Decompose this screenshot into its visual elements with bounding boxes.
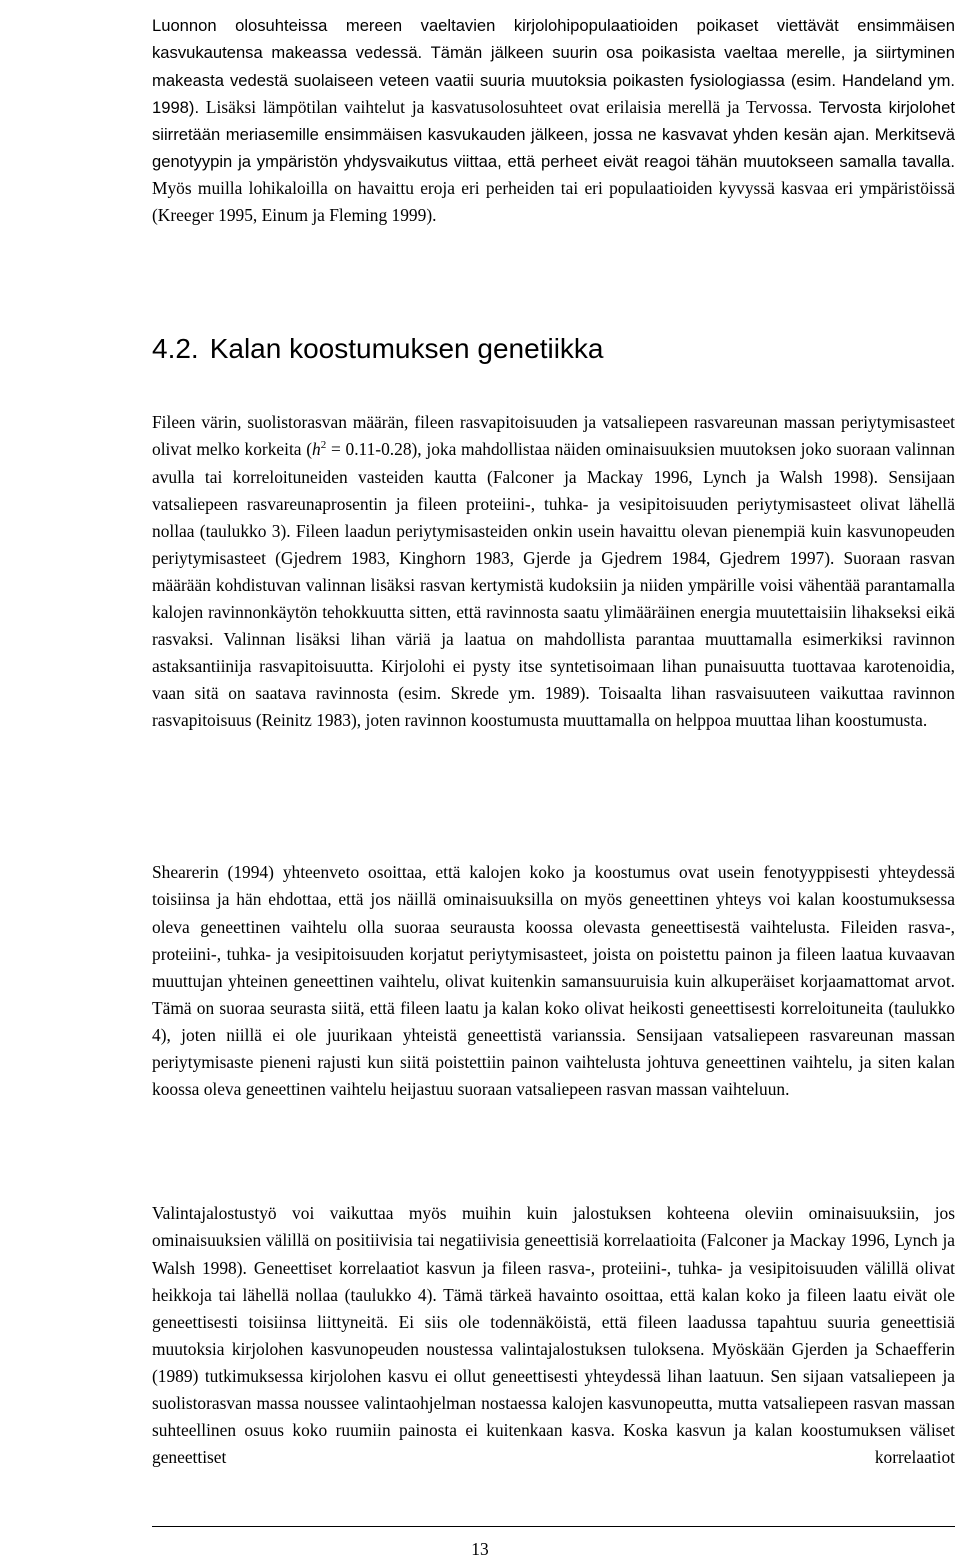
paragraph-selection: Valintajalostustyö voi vaikuttaa myös muihin kuin jalostuksen kohteena oleviin ominaisuuksiin, jos ominaisuuksien välillä on positiivisia tai negatiivisia geneettisiä korrelaatioita (Falconer ja Mackay 1996, Lynch ja Walsh 1998). Geneettiset korrelaatiot kasvun ja fileen rasva-, proteiini-, tuhka- ja vesipitoisuuden välillä olivat heikkoja tai lähellä nollaa (taulukko 4). Tämä tärkeä havainto osoittaa, että kalan koko ja fileen laatu eivät ole geneettisesti toisiinsa liittyneitä. Ei siis ole todennäköistä, että fileen laadussa tapahtuu suuria geneettisiä muutoksia kirjolohen kasvunopeuden noustessa valintajalostuksen tuloksena. Myöskään Gjerden ja Schaefferin (1989) tutkimuksessa kirjolohen kasvu ei ollut geneettisesti yhteydessä lihan laatuun. Sen sijaan vatsaliepeen ja suolistorasvan massa noussee valintaohjelman nostaessa kalojen kasvunopeutta, mutta vatsaliepeen rasvan massan suhteellinen osuus koko ruumiin painosta ei kuitenkaan kasva. Koska kasvun ja kalan koostumuksen väliset geneettiset korrelaatiot — [152, 1203, 955, 1468]
text-run: Tervosta kirjolohet siirretään meriasemille ensimmäisen kasvukauden jälkeen, jossa ne kasvavat yhden kesän ajan. — [152, 97, 955, 144]
heritability-symbol: h — [312, 439, 321, 460]
text-run: = 0.11-0.28), joka mahdollistaa näiden ominaisuuksien muutoksen joko suoraan valinnan avulla tai korreloituneiden vasteiden kautta (Falconer ja Mackay 1996, Lynch ja Walsh 1998). Sensijaan vatsaliepeen rasvareunaprosentin ja fileen proteiini-, tuhka- ja vesipitoisuuden periytymisasteet olivat lähellä nollaa (taulukko 3). Fileen laadun periytymisasteiden onkin usein havaittu olevan pienempiä kuin kasvunopeuden periytymisasteet (Gjedrem 1983, Kinghorn 1983, Gjerde ja Gjedrem 1984, Gjedrem 1997). Suoraan rasvan määrään kohdistuvan valinnan lisäksi rasvan kertymistä kudoksiin ja niiden ympärille voisi vähentää parantamalla kalojen ravinnonkäytön tehokkuutta sitten, että ravinnosta saatu ylimääräinen energia muutettaisiin lihakseksi eikä rasvaksi. Valinnan lisäksi lihan väriä ja laatua on mahdollista parantaa muuttamalla esimerkiksi ravinnon astaksantiinija rasvapitoisuutta. Kirjolohi ei pysty itse syntetisoimaan lihan punaisuutta tuottavaa karotenoidia, vaan sitä on saatava ravinnosta (esim. Skrede ym. 1989). Toisaalta lihan rasvaisuuteen vaikuttaa ravinnon rasvapitoisuus (Reinitz 1983), joten ravinnon koostumusta muuttamalla on helppoa muuttaa lihan koostumusta. — [152, 439, 955, 731]
text-run: Merkitsevä genotyypin ja ympäristön yhdysvaikutus viittaa, että perheet eivät reagoi tähän muutokseen samalla tavalla. — [152, 124, 955, 171]
footer-divider — [152, 1526, 955, 1527]
text-run: Myös muilla lohikaloilla on havaittu eroja eri perheiden tai eri populaatioiden kyvyssä kasvaa eri ympäristöissä (Kreeger 1995, Einum ja Fleming 1999). — [152, 177, 955, 226]
text-run: Lisäksi lämpötilan vaihtelut ja kasvatusolosuhteet ovat erilaisia merellä ja Tervossa. — [205, 96, 812, 117]
section-title: Kalan koostumuksen genetiikka — [209, 333, 604, 364]
page-number: 13 — [471, 1539, 489, 1559]
section-number: 4.2. — [152, 333, 199, 364]
paragraph-intro — [152, 12, 955, 229]
text-run: Fileen värin, suolistorasvan määrän, fileen rasvapitoisuuden ja vatsaliepeen rasvareunan massan periytymisasteet olivat melko korkeita ( — [152, 412, 955, 460]
paragraph-shearer: Shearerin (1994) yhteenveto osoittaa, että kalojen koko ja koostumus ovat usein fenotyyppisesti yhteydessä toisiinsa ja hän ehdottaa, että jos näillä ominaisuuksilla on myös geneettinen yhteys voi kalan koostumuksessa oleva geneettinen vaihtelu olla suoraa seurausta koossa olevasta geneettisestä vaihtelusta. Fileiden rasva-, proteiini-, tuhka- ja vesipitoisuuden korjatut periytymisasteet, joista on poistettu painon ja fileen laatua kuvaavan muuttujan yhteinen geneettinen vaihtelu, olivat kuitenkin samansuuruisia kuin alkuperäiset korjaamattomat arvot. Tämä on suoraa seurasta siitä, että fileen laatu ja kalan koko olivat heikosti geneettisesti korreloituneita (taulukko 4), joten niillä ei ole juurikaan yhteistä geneettistä varianssia. Sensijaan vatsaliepeen rasvareunan massan periytymisaste pieneni rajusti kun siitä poistettiin painon vaihtelusta johtuva geneettinen vaihtelu, ja siten kalan koossa oleva geneettinen vaihtelu heijastuu suoraan vatsaliepeen rasvan massan vaihteluun. — [152, 862, 955, 1100]
text-run: Luonnon olosuhteissa mereen vaeltavien kirjolohipopulaatioiden poikaset viettävät ensimmäisen kasvukautensa makeassa vedessä. Tämän jälkeen suurin osa poikasista vaeltaa merelle, ja siirtyminen makeasta vedestä suolaiseen veteen vaatii suuria muutoksia poikasten fysiologiassa (esim. Handeland ym. 1998). — [152, 16, 955, 117]
section-heading — [152, 329, 604, 369]
paragraph-heritability — [152, 409, 955, 734]
superscript-exponent: 2 — [320, 439, 327, 452]
